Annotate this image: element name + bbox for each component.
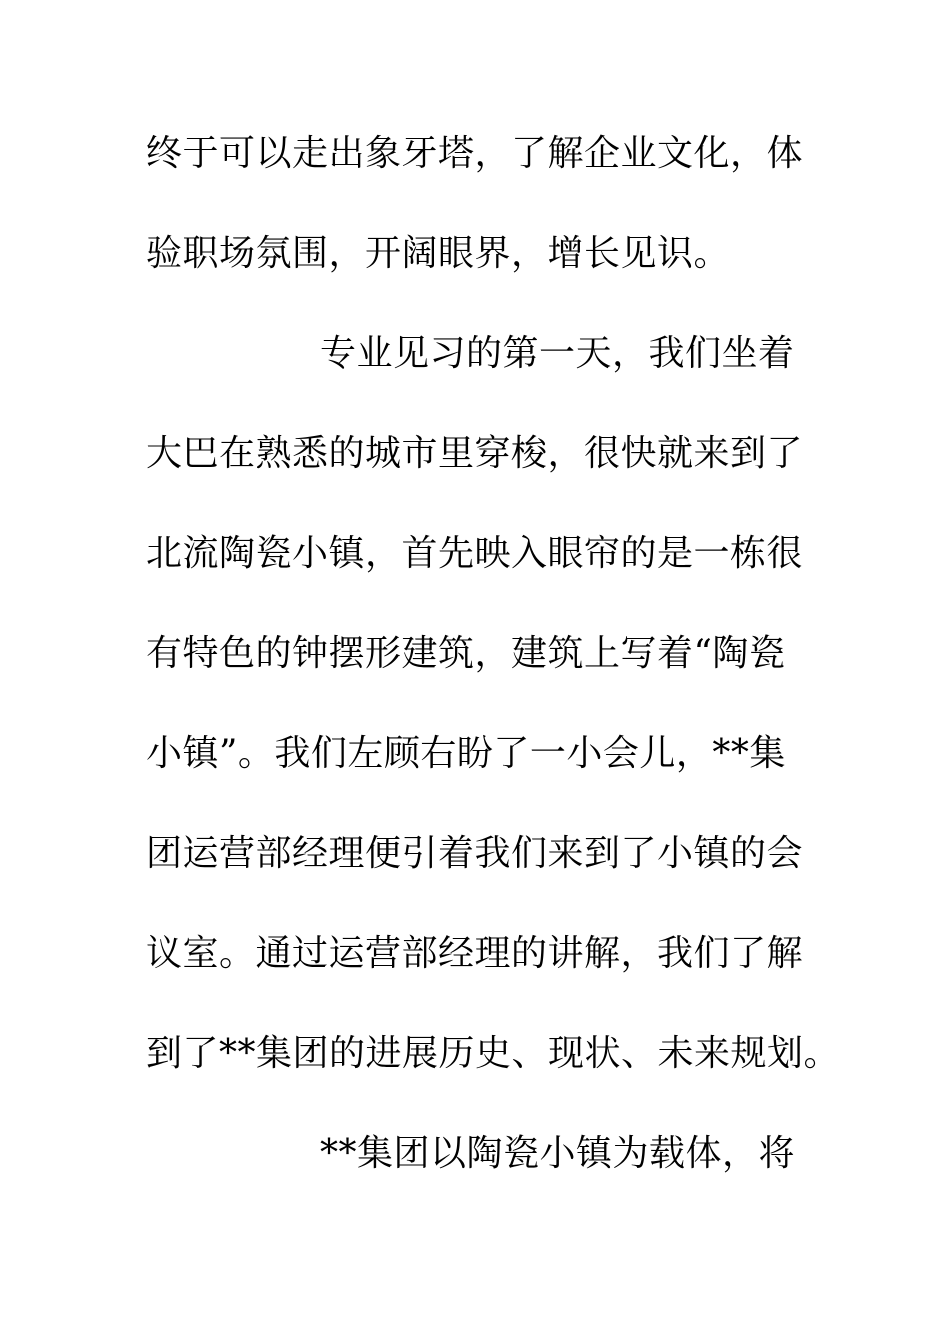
paragraph-line: 终于可以走出象牙塔，了解企业文化，体 xyxy=(146,133,804,174)
paragraph-line: 小镇”。我们左顾右盼了一小会儿，**集 xyxy=(146,733,786,774)
paragraph-line: 议室。通过运营部经理的讲解，我们了解 xyxy=(146,933,804,974)
paragraph-line: 有特色的钟摆形建筑，建筑上写着“陶瓷 xyxy=(146,633,786,674)
paragraph-line: 验职场氛围，开阔眼界，增长见识。 xyxy=(146,233,731,274)
paragraph-line-indented: **集团以陶瓷小镇为载体，将 xyxy=(320,1133,796,1174)
paragraph-line: 北流陶瓷小镇，首先映入眼帘的是一栋很 xyxy=(146,533,804,574)
paragraph-line: 大巴在熟悉的城市里穿梭，很快就来到了 xyxy=(146,433,804,474)
paragraph-line: 到了**集团的进展历史、现状、未来规划。 xyxy=(146,1033,841,1074)
paragraph-line-indented: 专业见习的第一天，我们坐着 xyxy=(320,333,795,374)
paragraph-line: 团运营部经理便引着我们来到了小镇的会 xyxy=(146,833,804,874)
